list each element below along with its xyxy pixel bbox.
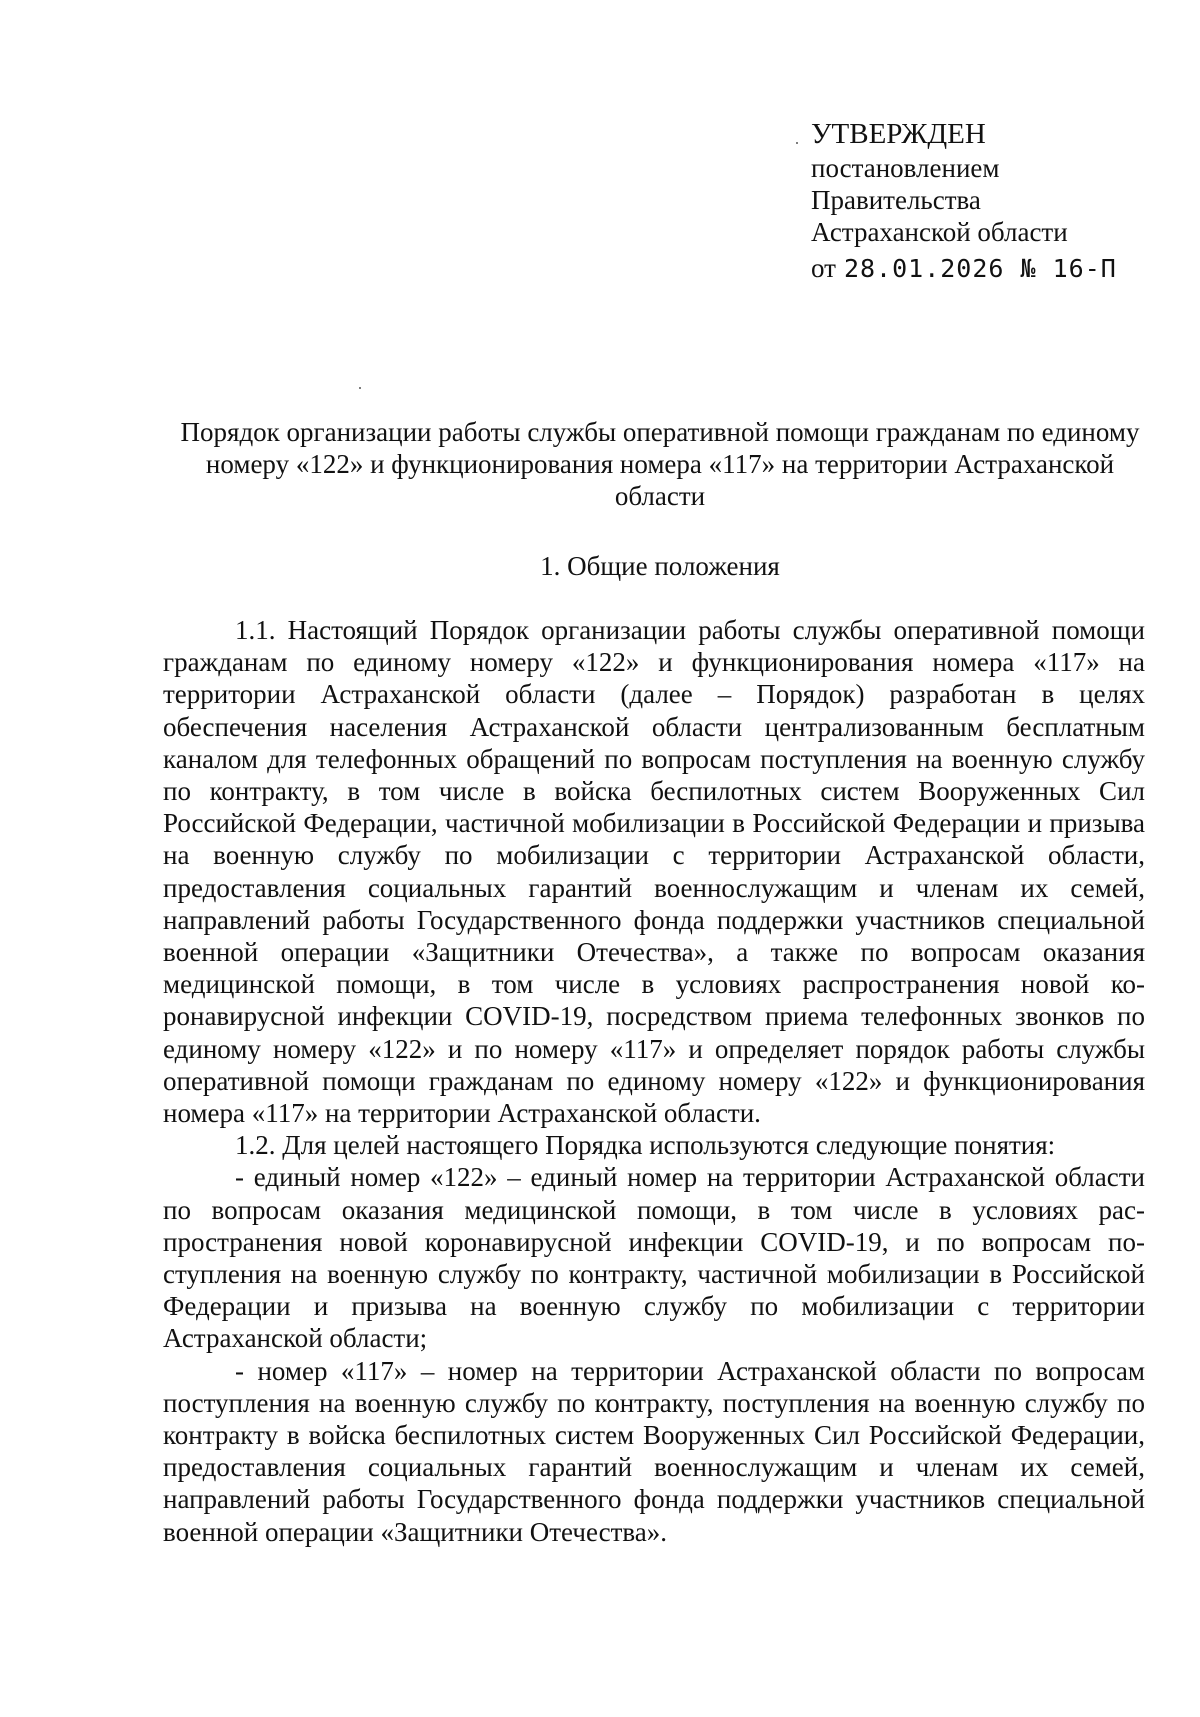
paragraph-1-1: 1.1. Настоящий Порядок организации работы службы оперативной помощи гражданам по единому номеру «122» и функционирования номера «117» на территории Астраханской области (далее – Порядок) разработан в целях обеспечения населения Астраханской области централизованным бесплатным каналом для телефонных обращений по вопросам поступления на военную службу по контракту, в том числе в войска беспилотных систем Вооруженных Сил Российской Федерации, частичной мобилизации в Российской Федерации и призыва на военную службу по мобилизации с территории Астраханской области, предоставления социальных гарантий военнослужащим и членам их семей, направлений работы Государственного фонда поддержки участников специальной военной операции «Защитники Отечества», а также по вопросам оказания медицинской помощи, в том числе в условиях распространения новой коронавирусной инфекции COVID-19, посредством приема телефонных звонков по единому номеру «122» и по номеру «117» и определяет порядок работы службы оперативной помощи гражданам по единому номеру «122» и функционирования номера «117» на территории Астраханской области. bbox=[163, 615, 1145, 1129]
scan-speck bbox=[359, 387, 361, 389]
section-heading: 1. Общие положения bbox=[540, 551, 780, 581]
approval-heading: УТВЕРЖДЕН bbox=[811, 118, 986, 150]
definition-122: - единый номер «122» – единый номер на территории Астраханской области по вопросам оказания медицинской помощи, в том числе в условиях распространения новой коронавирусной инфекции COVID-19, и по вопросам поступления на военную службу по контракту, частичной мобилизации в Российской Федерации и призыва на военную службу по мобилизации с территории Астраханской области; bbox=[163, 1162, 1145, 1354]
approval-date-number: 28.01.2026 № 16-П bbox=[843, 254, 1117, 283]
scan-speck bbox=[796, 142, 798, 144]
approval-date-line bbox=[811, 252, 1171, 285]
paragraph-1-2: 1.2. Для целей настоящего Порядка используются следующие понятия: bbox=[235, 1130, 1056, 1161]
document-title: Порядок организации работы службы оперативной помощи гражданам по единому номеру «122» и функционирования номера «117» на территории Астраханской области bbox=[180, 417, 1140, 511]
approval-block bbox=[811, 116, 1171, 285]
document-body bbox=[163, 614, 1145, 1548]
definition-117: - номер «117» – номер на территории Астраханской области по вопросам поступления на военную службу по контракту, поступления на военную службу по контракту в войска беспилотных систем Вооруженных Сил Российской Федерации, предоставления социальных гарантий военнослужащим и членам их семей, направлений работы Государственного фонда поддержки участников специальной военной операции «Защитники Отечества». bbox=[163, 1355, 1145, 1547]
approval-date-prefix: от bbox=[811, 253, 836, 283]
approval-line-government: Правительства bbox=[811, 185, 981, 215]
approval-line-decree: постановлением bbox=[811, 153, 1000, 183]
approval-line-region: Астраханской области bbox=[811, 217, 1068, 247]
